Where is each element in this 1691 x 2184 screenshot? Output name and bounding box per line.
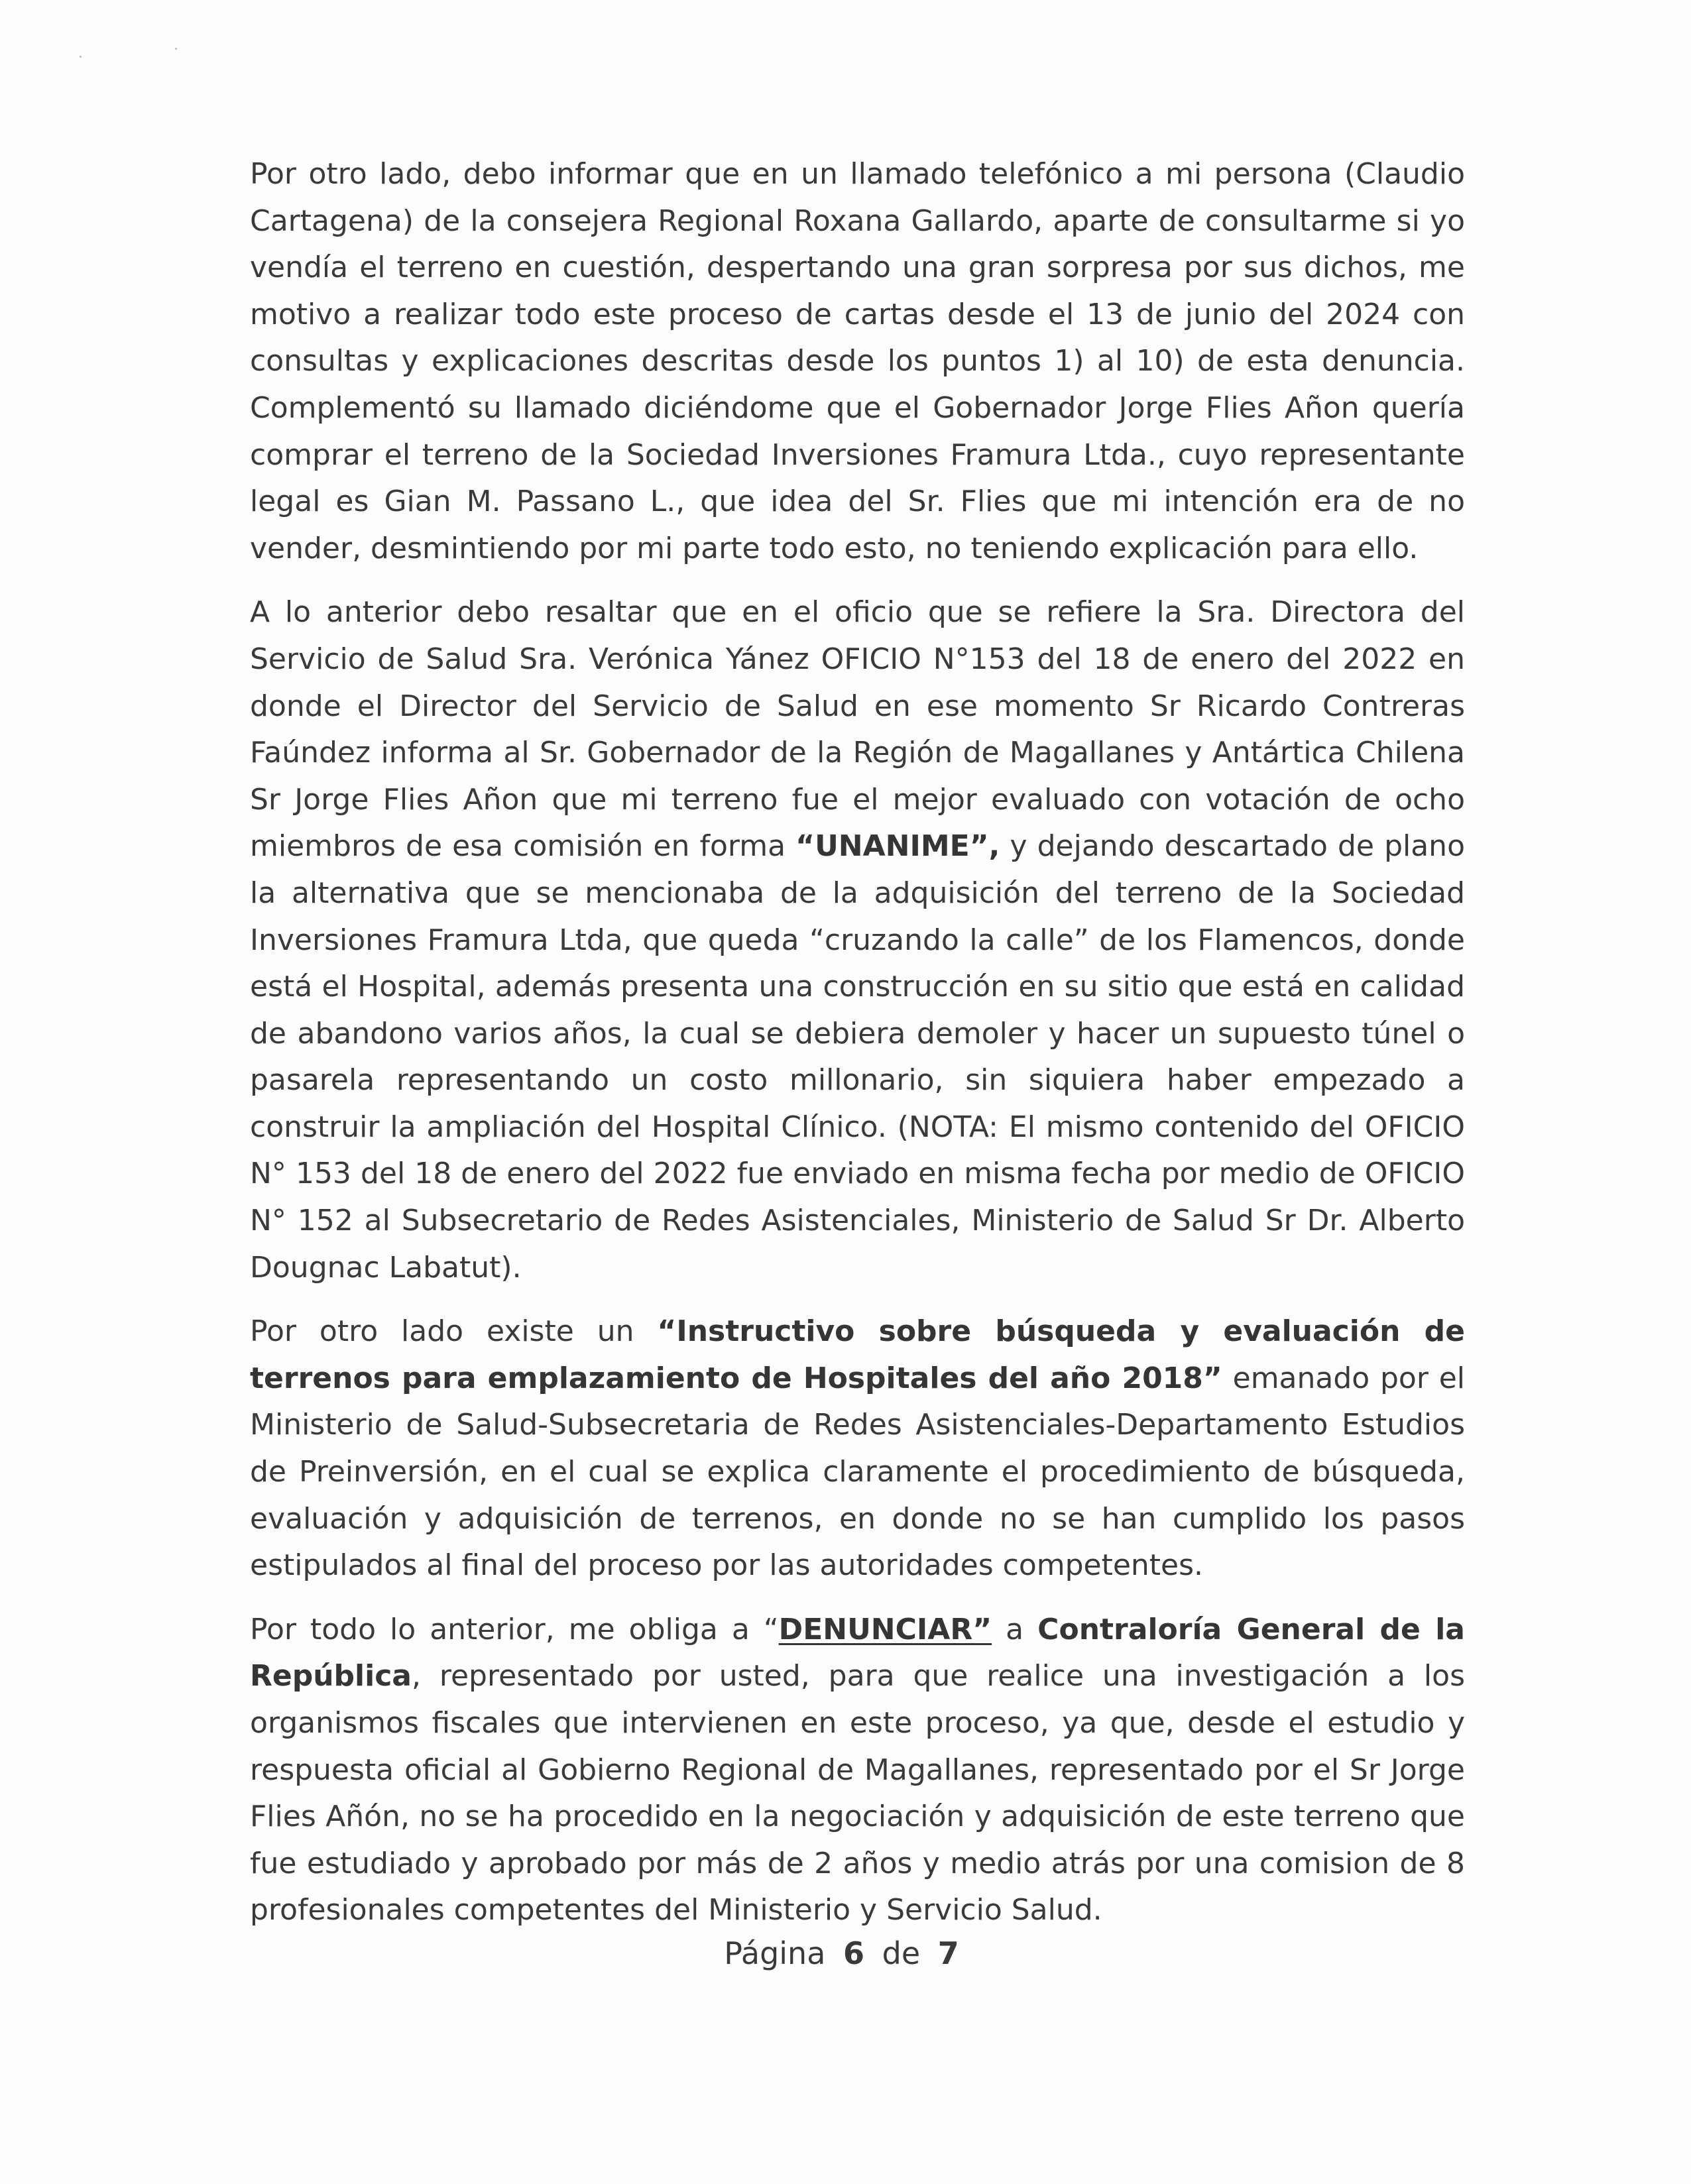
- paragraph-text: y dejando descartado de plano la alternativa que se mencionaba de la adquisición del terreno de la Sociedad Inversiones Framura Ltda, que queda “cruzando la calle” de los Flamencos, donde está el Hospital, además presenta una construcción en su sitio que está en calidad de abandono varios años, la cual se debiera demoler y hacer un supuesto túnel o pasarela representando un costo millonario, sin siquiera haber empezado a construir la ampliación del Hospital Clínico. (NOTA: El mismo contenido del OFICIO N° 153 del 18 de enero del 2022 fue enviado en misma fecha por medio de OFICIO N° 152 al Subsecretario de Redes Asistenciales, Ministerio de Salud Sr Dr. Alberto Dougnac Labatut).: [250, 829, 1465, 1285]
- document-body: [250, 151, 1465, 1951]
- paragraph-text: a: [992, 1612, 1038, 1646]
- current-page-number: 6: [843, 1935, 865, 1971]
- paragraph-text: , representado por usted, para que realice una investigación a los organismos fiscales que intervienen en este proceso, ya que, desde el estudio y respuesta oficial al Gobierno Regional de Magallanes, representado por el Sr Jorge Flies Añón, no se ha procedido en la negociación y adquisición de este terreno que fue estudiado y aprobado por más de 2 años y medio atrás por una comision de 8 profesionales competentes del Ministerio y Servicio Salud.: [250, 1659, 1465, 1927]
- bold-denunciar-wrapper: [779, 1613, 992, 1646]
- of-word: de: [882, 1935, 921, 1971]
- bold-underline-denunciar: DENUNCIAR”: [778, 1612, 992, 1646]
- paragraph-instructivo: [250, 1308, 1465, 1589]
- scan-artifact: [80, 56, 82, 58]
- paragraph-text: emanado por el Ministerio de Salud-Subsecretaria de Redes Asistenciales-Departamento Estudios de Preinversión, en el cual se explica claramente el procedimiento de búsqueda, evaluación y adquisición de terrenos, en donde no se han cumplido los pasos estipulados al final del proceso por las autoridades competentes.: [250, 1361, 1465, 1583]
- bold-contraloria: Contraloría General de la República: [250, 1612, 1465, 1694]
- page-word: Página: [724, 1935, 826, 1971]
- paragraph-phone-call: Por otro lado, debo informar que en un llamado telefónico a mi persona (Claudio Cartagena) de la consejera Regional Roxana Gallardo, aparte de consultarme si yo vendía el terreno en cuestión, despertando una gran sorpresa por sus dichos, me motivo a realizar todo este proceso de cartas desde el 13 de junio del 2024 con consultas y explicaciones descritas desde los puntos 1) al 10) de esta denuncia. Complementó su llamado diciéndome que el Gobernador Jorge Flies Añon quería comprar el terreno de la Sociedad Inversiones Framura Ltda., cuyo representante legal es Gian M. Passano L., que idea del Sr. Flies que mi intención era de no vender, desmintiendo por mi parte todo esto, no teniendo explicación para ello.: [250, 157, 1465, 565]
- paragraph-text: Por todo lo anterior, me obliga a “: [250, 1612, 779, 1646]
- bold-instructivo-title: “Instructivo sobre búsqueda y evaluación de terrenos para emplazamiento de Hospitales del año 2018”: [250, 1314, 1465, 1395]
- paragraph-text: A lo anterior debo resaltar que en el oficio que se refiere la Sra. Directora del Servicio de Salud Sra. Verónica Yánez OFICIO N°153 del 18 de enero del 2022 en donde el Director del Servicio de Salud en ese momento Sr Ricardo Contreras Faúndez informa al Sr. Gobernador de la Región de Magallanes y Antártica Chilena Sr Jorge Flies Añon que mi terreno fue el mejor evaluado con votación de ocho miembros de esa comisión en forma: [250, 595, 1465, 864]
- bold-unanime: “UNANIME”,: [795, 829, 1000, 864]
- total-pages-number: 7: [937, 1935, 959, 1971]
- paragraph-oficio-153: [250, 589, 1465, 1291]
- paragraph-denuncia: [250, 1607, 1465, 1934]
- page-footer: [0, 1935, 1691, 1971]
- paragraph-text: Por otro lado existe un: [250, 1314, 658, 1349]
- scan-artifact: [175, 48, 177, 50]
